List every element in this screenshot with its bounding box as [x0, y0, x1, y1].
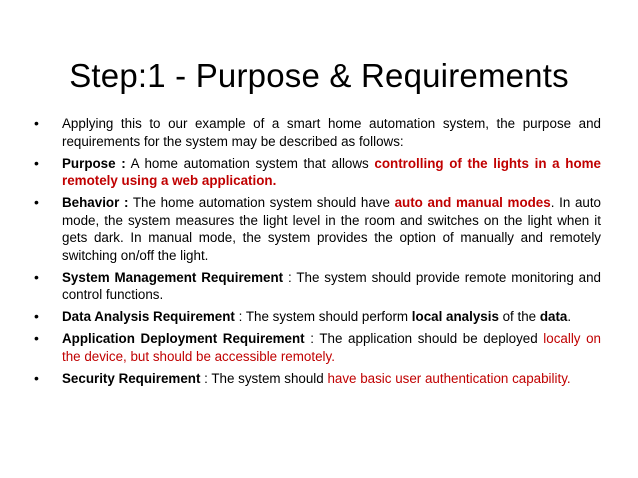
bullet-label: Data Analysis Requirement — [62, 309, 235, 324]
bullet-highlight: locally on the device, but should be accessible remotely. — [62, 331, 602, 364]
bullet-text: Applying this to our example of a smart home automation system, the purpose and requirements for the system may be described as follows: — [62, 116, 601, 149]
bullet-icon: • — [34, 369, 39, 386]
bullet-highlight: controlling of the lights in a home remotely using a web application. — [62, 155, 601, 188]
bullet-label: System Management Requirement — [62, 269, 284, 285]
bullet-data-analysis — [34, 308, 601, 326]
bullet-text: : The system should perform — [234, 309, 412, 324]
bullet-text-cont: . In auto mode, the system measures the light level in the room and switches on the light when it gets dark. In manual mode, the system provides the option of manually and remotely switching on/off the light. — [62, 195, 602, 263]
bullet-bold-term: local analysis — [411, 309, 499, 324]
bullet-icon: • — [34, 268, 39, 285]
bullet-text-cont: of the — [498, 309, 540, 324]
bullet-icon: • — [34, 154, 39, 171]
bullet-text-end: . — [567, 309, 572, 324]
bullet-text: The home automation system should have — [128, 195, 395, 210]
bullet-icon: • — [34, 115, 39, 131]
bullet-icon: • — [34, 330, 39, 346]
bullet-highlight: have basic user authentication capability. — [327, 370, 571, 386]
bullet-text: A home automation system that allows — [125, 155, 375, 171]
bullet-label: Behavior : — [62, 195, 129, 210]
bullet-bold-term: data — [539, 309, 568, 324]
bullet-list — [34, 115, 601, 392]
bullet-highlight: auto and manual modes — [394, 195, 551, 210]
bullet-intro — [34, 115, 601, 150]
bullet-text: : The system should — [200, 370, 328, 386]
bullet-text: : The system should provide remote monitoring and control functions. — [62, 269, 601, 302]
bullet-label: Purpose : — [62, 155, 126, 171]
bullet-purpose — [34, 155, 601, 190]
bullet-icon: • — [34, 308, 39, 324]
bullet-app-deployment — [34, 330, 601, 365]
slide-title: Step:1 - Purpose & Requirements — [69, 57, 569, 95]
bullet-label: Security Requirement — [62, 370, 201, 386]
bullet-icon: • — [34, 194, 39, 210]
bullet-system-management — [34, 269, 601, 304]
bullet-text: : The application should be deployed — [304, 331, 544, 346]
bullet-security — [34, 370, 601, 388]
bullet-behavior — [34, 194, 601, 264]
bullet-label: Application Deployment Requirement — [62, 331, 305, 346]
